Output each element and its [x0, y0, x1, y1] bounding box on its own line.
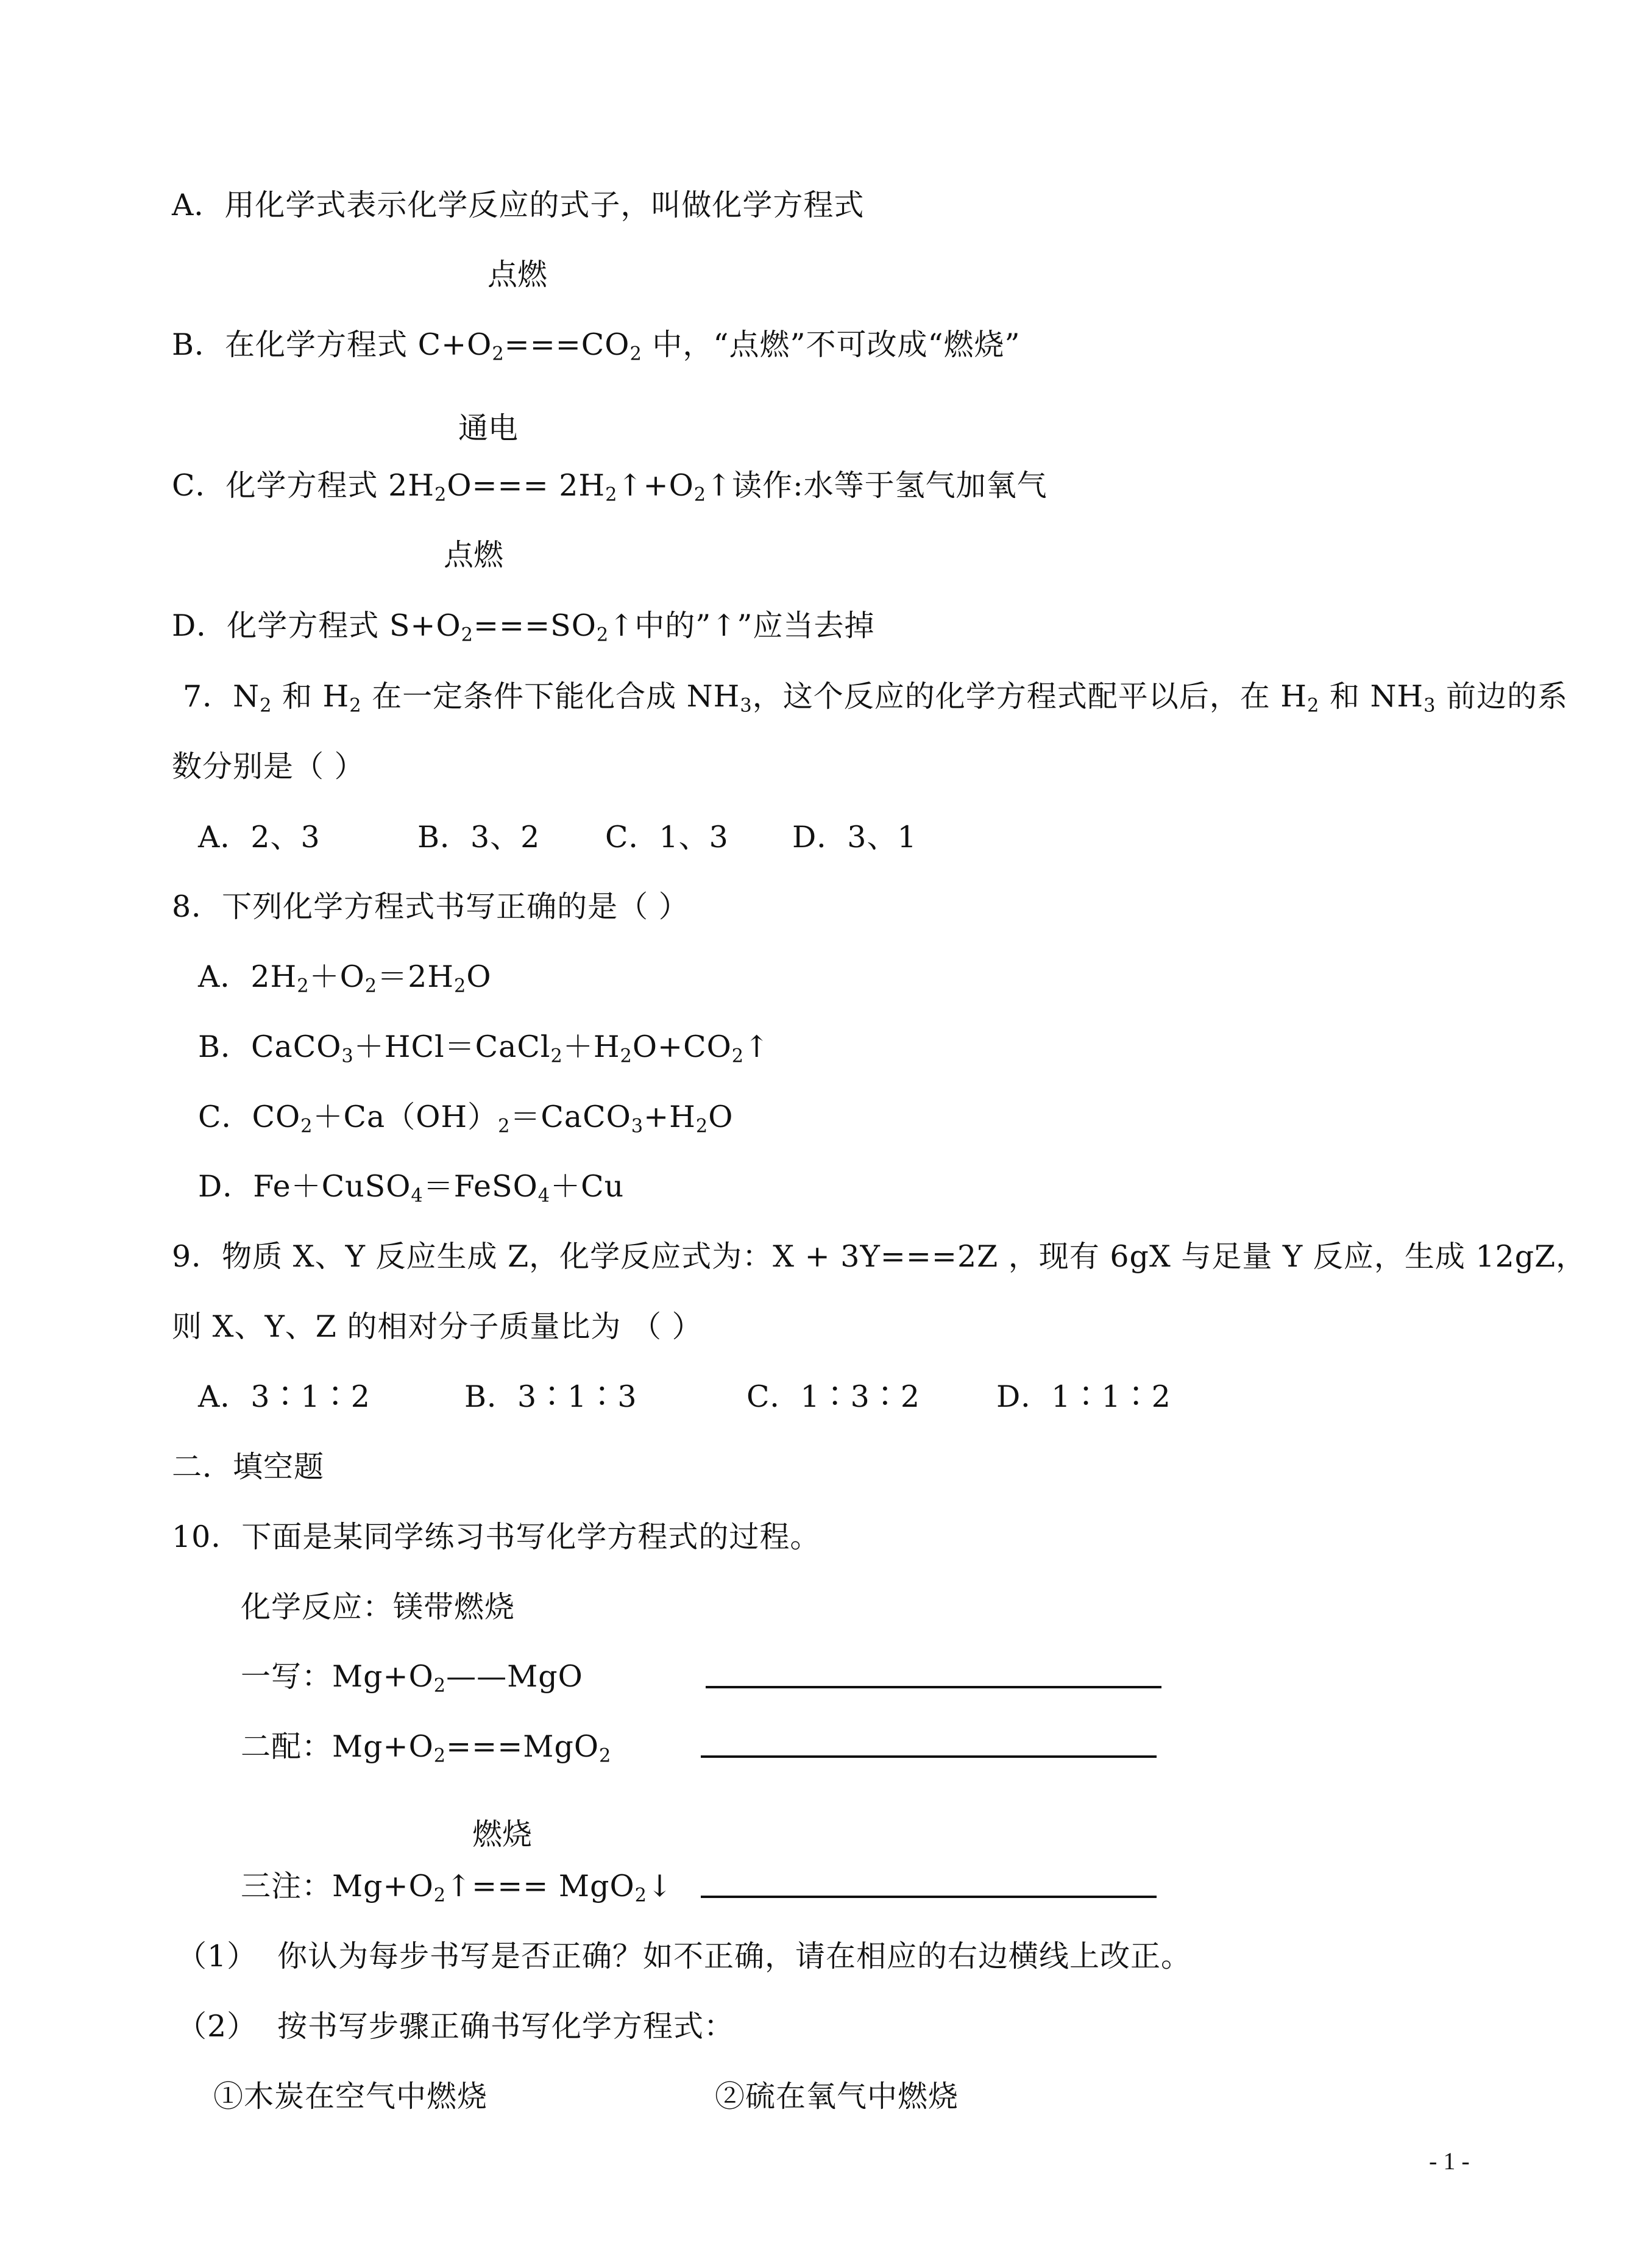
- q10-step2-answer-blank[interactable]: [701, 1755, 1157, 1758]
- q6-option-d: D．化学方程式 $S+O_2===SO_2↑$中的”↑”应当去掉: [172, 608, 875, 646]
- q8-option-d: D．Fe＋CuSO$_4$＝FeSO$_4$＋Cu: [198, 1169, 625, 1207]
- page-number: - 1 -: [1429, 2147, 1470, 2175]
- q9-option-d: D．1∶1∶2: [996, 1379, 1171, 1414]
- q10-reaction: 化学反应：镁带燃烧: [241, 1590, 516, 1624]
- q10-item1: ①木炭在空气中燃烧: [213, 2079, 488, 2114]
- q10-step1: 一写：$Mg+O_2——MgO$: [241, 1659, 583, 1697]
- q8-option-c: C．$CO_2+Ca(OH)_2=CaCO_3+H_2O$: [198, 1100, 734, 1137]
- q7-stem-line1: 7．$N_2$ 和 $H_2$ 在一定条件下能化合成 $NH_3$，这个反应的化学方程式配平以后，在 $H_2$ 和 $NH_3$ 前边的系: [183, 679, 1569, 717]
- q8-stem: 8．下列化学方程式书写正确的是（ ）: [172, 889, 689, 924]
- q8-option-b: B．$CaCO_3+HCl=CaCl_2+H_2O+CO_2↑$: [198, 1029, 770, 1067]
- q9-stem-line1: 9．物质 X、Y 反应生成 Z，化学反应式为：X + 3Y===2Z ，现有 6gX 与足量 Y 反应，生成 12gZ，: [172, 1239, 1587, 1274]
- q9-option-c: C．1∶3∶2: [746, 1379, 921, 1414]
- q9-stem-line2: 则 X、Y、Z 的相对分子质量比为 （ ）: [172, 1309, 703, 1344]
- q10-sub2: 按书写步骤正确书写化学方程式：: [277, 2009, 735, 2044]
- q6-option-d-condition: 点燃: [444, 538, 504, 572]
- q6-option-c-condition: 通电: [458, 411, 519, 446]
- q9-option-a: A．3∶1∶2: [198, 1379, 370, 1414]
- q7-option-d: D．3、1: [792, 820, 917, 855]
- q10-sub1: 你认为每步书写是否正确？如不正确，请在相应的右边横线上改正。: [277, 1939, 1192, 1974]
- q10-step3-condition: 燃烧: [472, 1817, 533, 1852]
- q6-option-b-condition: 点燃: [488, 257, 548, 292]
- q8-option-a: A．$2H_2+O_2=2H_2O$: [198, 959, 492, 997]
- q10-step1-answer-blank[interactable]: [706, 1686, 1161, 1688]
- q7-option-c: C．1、3: [605, 820, 729, 855]
- q10-sub2-number: （2）: [177, 2009, 258, 2044]
- q10-stem: 10．下面是某同学练习书写化学方程式的过程。: [172, 1520, 821, 1554]
- q10-item2: ②硫在氧气中燃烧: [715, 2079, 959, 2114]
- section-heading: 二．填空题: [172, 1449, 325, 1484]
- q10-step2: 二配：$Mg+O_2===MgO_2$: [241, 1729, 612, 1767]
- q7-option-b: B．3、2: [417, 820, 541, 855]
- q10-step3: 三注：$Mg+O_2↑===$ MgO$_2$↓: [241, 1869, 673, 1907]
- q10-step3-answer-blank[interactable]: [701, 1896, 1157, 1898]
- q6-option-b: B．在化学方程式 $C+O_2===CO_2$ 中，“点燃”不可改成“燃烧”: [172, 327, 1021, 365]
- q6-option-c: C．化学方程式 $2H_2O===$ $2H_2↑+O_2↑$读作:水等于氢气加氧气: [172, 468, 1048, 506]
- q7-stem-line2: 数分别是（ ）: [172, 749, 365, 784]
- q9-option-b: B．3∶1∶3: [464, 1379, 637, 1414]
- q6-option-a: A．用化学式表示化学反应的式子，叫做化学方程式: [172, 188, 865, 222]
- q10-sub1-number: （1）: [177, 1939, 258, 1974]
- q7-option-a: A．2、3: [198, 820, 321, 855]
